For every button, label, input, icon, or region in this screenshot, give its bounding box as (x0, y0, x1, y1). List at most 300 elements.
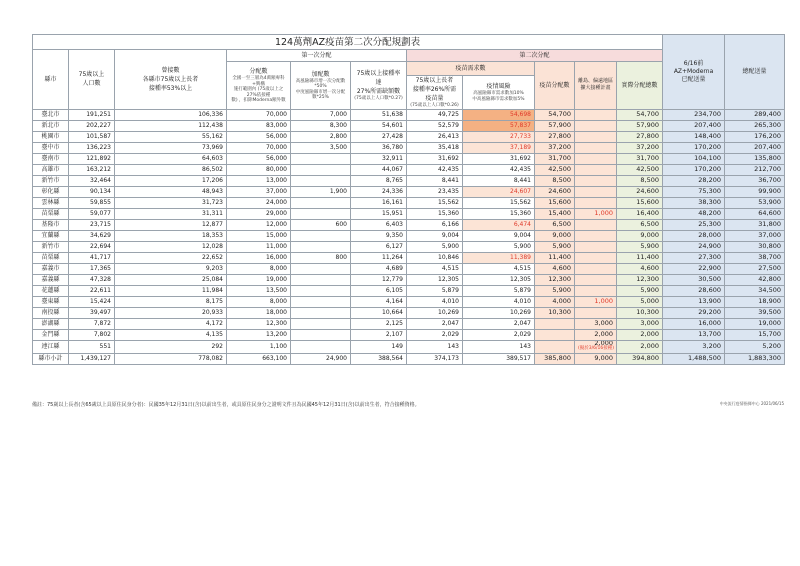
cell-remote (575, 241, 617, 252)
cell-extra (291, 230, 351, 241)
cell-pop75: 17,365 (69, 263, 115, 274)
cell-asof: 30,500 (663, 274, 725, 285)
cell-actual: 42,500 (617, 164, 663, 175)
cell-asof: 48,200 (663, 208, 725, 219)
cell-pre: 4,172 (115, 318, 227, 329)
cell-pre: 55,162 (115, 131, 227, 142)
cell-county: 高雄市 (33, 164, 69, 175)
cell-pop75: 551 (69, 340, 115, 353)
cell-elder: 4,515 (407, 263, 463, 274)
cell-elder: 4,010 (407, 296, 463, 307)
cell-actual: 6,500 (617, 219, 663, 230)
table-row (33, 285, 785, 296)
cell-risk: 6,474 (463, 219, 535, 230)
cell-total: 289,400 (725, 109, 785, 120)
cell-pop75: 22,694 (69, 241, 115, 252)
cell-total: 207,400 (725, 142, 785, 153)
cell-extra: 7,000 (291, 109, 351, 120)
cell-valloc: 31,700 (535, 153, 575, 164)
total-remote: 9,000 (575, 353, 617, 364)
total-risk: 389,517 (463, 353, 535, 364)
cell-alloc: 8,000 (227, 296, 291, 307)
cell-valloc (535, 318, 575, 329)
cell-risk: 57,837 (463, 120, 535, 131)
table-row (33, 252, 785, 263)
cell-alloc: 18,000 (227, 307, 291, 318)
cell-extra (291, 197, 351, 208)
header-allocation: 分配數 全國一至三層為4萬額專科+興構 施打範圍內 (75歲以上之27%依接種 數) ，扣除Moderna額外數 (227, 62, 291, 110)
cell-risk: 54,698 (463, 109, 535, 120)
cell-pop75: 59,855 (69, 197, 115, 208)
cell-actual: 12,300 (617, 274, 663, 285)
table-row (33, 263, 785, 274)
cell-need: 51,638 (351, 109, 407, 120)
cell-elder: 9,004 (407, 230, 463, 241)
table-row (33, 208, 785, 219)
cell-actual: 8,500 (617, 175, 663, 186)
cell-need: 32,911 (351, 153, 407, 164)
cell-asof: 22,900 (663, 263, 725, 274)
cell-elder: 5,879 (407, 285, 463, 296)
table-row (33, 153, 785, 164)
cell-pre: 12,877 (115, 219, 227, 230)
cell-asof: 207,400 (663, 120, 725, 131)
cell-elder: 12,305 (407, 274, 463, 285)
cell-actual: 4,600 (617, 263, 663, 274)
cell-valloc (535, 340, 575, 353)
cell-risk: 8,441 (463, 175, 535, 186)
cell-alloc: 11,000 (227, 241, 291, 252)
cell-elder: 10,269 (407, 307, 463, 318)
cell-total: 135,800 (725, 153, 785, 164)
cell-total: 39,500 (725, 307, 785, 318)
cell-remote (575, 153, 617, 164)
cell-asof: 3,200 (663, 340, 725, 353)
cell-elder: 52,579 (407, 120, 463, 131)
cell-risk: 4,010 (463, 296, 535, 307)
cell-actual: 31,700 (617, 153, 663, 164)
cell-alloc: 56,000 (227, 131, 291, 142)
cell-elder: 10,846 (407, 252, 463, 263)
cell-pop75: 101,587 (69, 131, 115, 142)
cell-extra (291, 285, 351, 296)
header-pre-vaccinated: 曾接數 各縣市75歲以上長者 接種率53%以上 (115, 50, 227, 110)
cell-total: 37,000 (725, 230, 785, 241)
cell-valloc: 15,600 (535, 197, 575, 208)
table-row (33, 318, 785, 329)
cell-valloc: 54,700 (535, 109, 575, 120)
cell-extra (291, 153, 351, 164)
table-title: 124萬劑AZ疫苗第二次分配規劃表 (33, 35, 663, 50)
cell-valloc: 5,900 (535, 241, 575, 252)
cell-need: 149 (351, 340, 407, 353)
cell-need: 6,105 (351, 285, 407, 296)
cell-elder: 15,562 (407, 197, 463, 208)
cell-need: 54,601 (351, 120, 407, 131)
cell-risk: 143 (463, 340, 535, 353)
cell-risk: 10,269 (463, 307, 535, 318)
cell-actual: 9,000 (617, 230, 663, 241)
cell-actual: 3,000 (617, 318, 663, 329)
cell-extra (291, 274, 351, 285)
cell-county: 彰化縣 (33, 186, 69, 197)
cell-asof: 13,900 (663, 296, 725, 307)
cell-elder: 35,418 (407, 142, 463, 153)
cell-alloc: 37,000 (227, 186, 291, 197)
cell-alloc: 56,000 (227, 153, 291, 164)
cell-pop75: 41,717 (69, 252, 115, 263)
cell-county: 苗栗縣 (33, 208, 69, 219)
cell-risk: 15,562 (463, 197, 535, 208)
cell-county: 金門縣 (33, 329, 69, 340)
cell-actual: 5,900 (617, 285, 663, 296)
cell-actual: 16,400 (617, 208, 663, 219)
cell-county: 雲林縣 (33, 197, 69, 208)
cell-pre: 20,933 (115, 307, 227, 318)
cell-need: 16,161 (351, 197, 407, 208)
cell-pop75: 15,424 (69, 296, 115, 307)
cell-total: 27,500 (725, 263, 785, 274)
cell-extra: 1,900 (291, 186, 351, 197)
cell-need: 2,107 (351, 329, 407, 340)
cell-need: 44,067 (351, 164, 407, 175)
cell-risk: 5,879 (463, 285, 535, 296)
cell-need: 36,780 (351, 142, 407, 153)
cell-remote: 3,000 (575, 318, 617, 329)
cell-valloc: 12,300 (535, 274, 575, 285)
cell-remote (575, 219, 617, 230)
cell-elder: 49,725 (407, 109, 463, 120)
cell-alloc: 29,000 (227, 208, 291, 219)
cell-risk: 15,360 (463, 208, 535, 219)
cell-pre: 12,028 (115, 241, 227, 252)
total-alloc: 663,100 (227, 353, 291, 364)
table-row (33, 142, 785, 153)
cell-remote (575, 164, 617, 175)
cell-pre: 112,438 (115, 120, 227, 131)
header-elder-demand: 75歲以上長者 接種率26%所需疫苗量 (75歲以上人口數*0.26) (407, 76, 463, 110)
cell-county: 臺中市 (33, 142, 69, 153)
total-need: 388,564 (351, 353, 407, 364)
cell-extra (291, 307, 351, 318)
cell-elder: 23,435 (407, 186, 463, 197)
cell-asof: 28,000 (663, 230, 725, 241)
cell-asof: 170,200 (663, 164, 725, 175)
cell-actual: 5,900 (617, 241, 663, 252)
cell-remote (575, 230, 617, 241)
total-pop75: 1,439,127 (69, 353, 115, 364)
cell-pop75: 136,223 (69, 142, 115, 153)
cell-pre: 106,336 (115, 109, 227, 120)
cell-valloc: 9,000 (535, 230, 575, 241)
total-actual: 394,800 (617, 353, 663, 364)
cell-valloc: 24,600 (535, 186, 575, 197)
cell-pop75: 34,629 (69, 230, 115, 241)
header-extra: 加配數 高風險縣市增一次分配數*50% 中度風險縣市增一次分配數*25% (291, 62, 351, 110)
cell-actual: 24,600 (617, 186, 663, 197)
cell-need: 4,164 (351, 296, 407, 307)
cell-pre: 17,206 (115, 175, 227, 186)
cell-pre: 8,175 (115, 296, 227, 307)
cell-pop75: 90,134 (69, 186, 115, 197)
total-pre: 778,082 (115, 353, 227, 364)
cell-remote: 2,000 (575, 329, 617, 340)
cell-county: 臺南市 (33, 153, 69, 164)
cell-remote (575, 252, 617, 263)
cell-asof: 148,400 (663, 131, 725, 142)
cell-need: 8,765 (351, 175, 407, 186)
table-row (33, 164, 785, 175)
cell-total: 38,700 (725, 252, 785, 263)
table-row (33, 131, 785, 142)
cell-extra (291, 296, 351, 307)
cell-remote (575, 197, 617, 208)
cell-county: 新北市 (33, 120, 69, 131)
cell-alloc: 12,000 (227, 219, 291, 230)
cell-alloc: 16,000 (227, 252, 291, 263)
header-second-round: 第二次分配 (407, 50, 663, 62)
cell-pop75: 7,872 (69, 318, 115, 329)
cell-actual: 27,800 (617, 131, 663, 142)
cell-extra: 800 (291, 252, 351, 263)
cell-risk: 24,607 (463, 186, 535, 197)
cell-total: 30,800 (725, 241, 785, 252)
cell-alloc: 24,000 (227, 197, 291, 208)
cell-pre: 31,311 (115, 208, 227, 219)
table-body (33, 109, 785, 364)
table-row (33, 186, 785, 197)
cell-valloc (535, 329, 575, 340)
cell-actual: 54,700 (617, 109, 663, 120)
cell-asof: 170,200 (663, 142, 725, 153)
cell-total: 42,800 (725, 274, 785, 285)
cell-need: 4,689 (351, 263, 407, 274)
cell-valloc: 11,400 (535, 252, 575, 263)
cell-valloc: 10,300 (535, 307, 575, 318)
cell-need: 24,336 (351, 186, 407, 197)
cell-asof: 28,200 (663, 175, 725, 186)
cell-alloc: 12,300 (227, 318, 291, 329)
cell-asof: 104,100 (663, 153, 725, 164)
cell-county: 臺東縣 (33, 296, 69, 307)
cell-valloc: 15,400 (535, 208, 575, 219)
cell-asof: 29,200 (663, 307, 725, 318)
cell-county: 苗栗縣 (33, 252, 69, 263)
cell-extra (291, 318, 351, 329)
cell-risk: 12,305 (463, 274, 535, 285)
table-row (33, 296, 785, 307)
cell-extra: 600 (291, 219, 351, 230)
cell-asof: 75,300 (663, 186, 725, 197)
cell-asof: 28,600 (663, 285, 725, 296)
cell-alloc: 13,500 (227, 285, 291, 296)
cell-actual: 57,900 (617, 120, 663, 131)
table-row (33, 120, 785, 131)
cell-valloc: 27,800 (535, 131, 575, 142)
header-first-round: 第一次分配 (227, 50, 407, 62)
total-county: 縣市小計 (33, 353, 69, 364)
cell-county: 嘉義市 (33, 263, 69, 274)
cell-total: 99,900 (725, 186, 785, 197)
cell-pop75: 163,212 (69, 164, 115, 175)
table-row (33, 197, 785, 208)
cell-alloc: 13,200 (227, 329, 291, 340)
cell-pop75: 22,611 (69, 285, 115, 296)
cell-pre: 292 (115, 340, 227, 353)
cell-alloc: 83,000 (227, 120, 291, 131)
cell-pop75: 39,497 (69, 307, 115, 318)
cell-county: 新竹市 (33, 241, 69, 252)
header-pop75: 75歲以上 人口數 (69, 50, 115, 110)
cell-county: 嘉義縣 (33, 274, 69, 285)
cell-risk: 5,900 (463, 241, 535, 252)
cell-actual: 5,000 (617, 296, 663, 307)
cell-remote (575, 120, 617, 131)
cell-risk: 2,047 (463, 318, 535, 329)
cell-elder: 6,166 (407, 219, 463, 230)
cell-pop75: 121,892 (69, 153, 115, 164)
cell-pre: 64,603 (115, 153, 227, 164)
header-highrisk-demand: 疫情風險 高風險縣市需求數加10% 中高風險縣市需求數加5% (463, 76, 535, 110)
cell-alloc: 1,100 (227, 340, 291, 353)
cell-elder: 42,435 (407, 164, 463, 175)
table-row (33, 230, 785, 241)
header-actual-total: 實際分配總數 (617, 62, 663, 110)
cell-remote (575, 263, 617, 274)
cell-remote (575, 307, 617, 318)
cell-pre: 4,135 (115, 329, 227, 340)
cell-extra (291, 263, 351, 274)
cell-alloc: 8,000 (227, 263, 291, 274)
header-vaccine-alloc: 疫苗分配數 (535, 62, 575, 110)
cell-extra (291, 340, 351, 353)
cell-pre: 31,723 (115, 197, 227, 208)
cell-asof: 27,300 (663, 252, 725, 263)
cell-risk: 31,692 (463, 153, 535, 164)
cell-elder: 31,692 (407, 153, 463, 164)
cell-alloc: 13,000 (227, 175, 291, 186)
cell-actual: 2,000 (617, 329, 663, 340)
cell-elder: 2,047 (407, 318, 463, 329)
total-elder: 374,173 (407, 353, 463, 364)
cell-county: 澎湖縣 (33, 318, 69, 329)
cell-total: 19,000 (725, 318, 785, 329)
cell-remote (575, 109, 617, 120)
cell-total: 265,300 (725, 120, 785, 131)
cell-valloc: 8,500 (535, 175, 575, 186)
cell-need: 6,403 (351, 219, 407, 230)
cell-total: 34,500 (725, 285, 785, 296)
cell-pre: 9,203 (115, 263, 227, 274)
cell-total: 36,700 (725, 175, 785, 186)
cell-pre: 22,652 (115, 252, 227, 263)
cell-county: 桃園市 (33, 131, 69, 142)
cell-remote: 1,000 (575, 208, 617, 219)
cell-need: 9,350 (351, 230, 407, 241)
cell-alloc: 19,000 (227, 274, 291, 285)
cell-valloc: 57,900 (535, 120, 575, 131)
cell-asof: 16,000 (663, 318, 725, 329)
cell-county: 臺北市 (33, 109, 69, 120)
cell-actual: 11,400 (617, 252, 663, 263)
header-county: 縣市 (33, 50, 69, 110)
cell-extra (291, 241, 351, 252)
cell-pop75: 191,251 (69, 109, 115, 120)
cell-extra: 8,300 (291, 120, 351, 131)
cell-total: 212,700 (725, 164, 785, 175)
cell-pre: 11,984 (115, 285, 227, 296)
cell-need: 2,125 (351, 318, 407, 329)
allocation-table (32, 34, 785, 365)
cell-remote: 2,000 (擬於3/6/16接種) (575, 340, 617, 353)
cell-remote (575, 186, 617, 197)
cell-total: 5,200 (725, 340, 785, 353)
cell-valloc: 4,600 (535, 263, 575, 274)
total-asof: 1,488,500 (663, 353, 725, 364)
table-row (33, 219, 785, 230)
cell-total: 176,200 (725, 131, 785, 142)
cell-actual: 10,300 (617, 307, 663, 318)
cell-elder: 143 (407, 340, 463, 353)
table-row (33, 307, 785, 318)
cell-need: 10,664 (351, 307, 407, 318)
cell-county: 宜蘭縣 (33, 230, 69, 241)
cell-elder: 5,900 (407, 241, 463, 252)
cell-total: 64,600 (725, 208, 785, 219)
table-row (33, 274, 785, 285)
cell-alloc: 70,000 (227, 142, 291, 153)
total-total: 1,883,300 (725, 353, 785, 364)
footnote-source: 中央流行疫情指揮中心 2021/06/15 (719, 401, 784, 406)
cell-valloc: 42,500 (535, 164, 575, 175)
cell-valloc: 4,000 (535, 296, 575, 307)
cell-pop75: 23,715 (69, 219, 115, 230)
cell-extra: 2,800 (291, 131, 351, 142)
cell-pre: 25,084 (115, 274, 227, 285)
cell-pop75: 47,328 (69, 274, 115, 285)
cell-alloc: 15,000 (227, 230, 291, 241)
cell-asof: 24,900 (663, 241, 725, 252)
cell-pre: 48,943 (115, 186, 227, 197)
cell-actual: 2,000 (617, 340, 663, 353)
header-vaccine-demand: 疫苗需求數 (407, 62, 535, 76)
cell-county: 花蓮縣 (33, 285, 69, 296)
cell-total: 53,900 (725, 197, 785, 208)
cell-risk: 9,004 (463, 230, 535, 241)
cell-risk: 27,733 (463, 131, 535, 142)
header-remote-plan: 離島、偏遠地區 擴大接種計畫 (575, 62, 617, 110)
cell-risk: 37,189 (463, 142, 535, 153)
cell-pre: 18,353 (115, 230, 227, 241)
cell-total: 31,800 (725, 219, 785, 230)
table-row (33, 241, 785, 252)
cell-remote (575, 274, 617, 285)
allocation-sheet (32, 34, 784, 365)
cell-need: 27,428 (351, 131, 407, 142)
cell-extra (291, 175, 351, 186)
cell-elder: 15,360 (407, 208, 463, 219)
header-as-of: 6/16前 AZ+Moderna 已配送量 (663, 35, 725, 110)
cell-elder: 2,029 (407, 329, 463, 340)
cell-valloc: 37,200 (535, 142, 575, 153)
cell-pre: 86,502 (115, 164, 227, 175)
cell-asof: 38,300 (663, 197, 725, 208)
cell-asof: 234,700 (663, 109, 725, 120)
cell-need: 6,127 (351, 241, 407, 252)
cell-extra (291, 164, 351, 175)
cell-elder: 26,413 (407, 131, 463, 142)
cell-extra (291, 208, 351, 219)
